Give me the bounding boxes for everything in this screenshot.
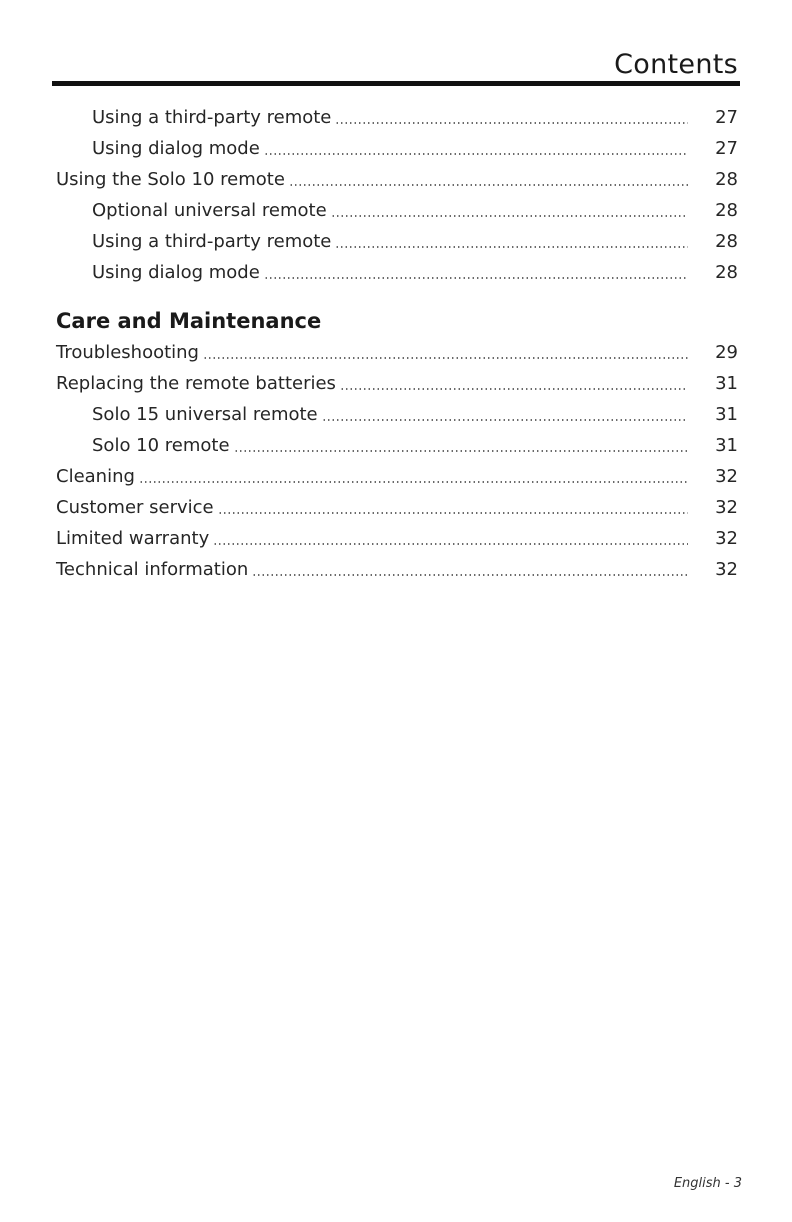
toc-entry-title: Using dialog mode xyxy=(92,138,260,159)
toc-entry-page: 32 xyxy=(715,528,738,549)
dot-leader xyxy=(335,246,688,248)
toc-entry-title: Cleaning xyxy=(56,466,135,487)
toc-entry[interactable] xyxy=(56,102,738,133)
toc-entry[interactable] xyxy=(56,461,738,492)
dot-leader xyxy=(218,512,688,514)
toc-entry-page: 27 xyxy=(715,138,738,159)
toc-entry-title: Using dialog mode xyxy=(92,262,260,283)
toc-entry-title: Customer service xyxy=(56,497,214,518)
dot-leader xyxy=(335,122,688,124)
section-heading-text: Care and Maintenance xyxy=(56,309,322,333)
dot-leader xyxy=(322,419,688,421)
dot-leader xyxy=(234,450,688,452)
toc-entry-title: Limited warranty xyxy=(56,528,210,549)
toc-entry-page: 28 xyxy=(715,169,738,190)
toc-entry-page: 31 xyxy=(715,404,738,425)
page-title: Contents xyxy=(614,49,738,80)
toc-entry-page: 27 xyxy=(715,107,738,128)
section-heading xyxy=(56,288,738,337)
dot-leader xyxy=(264,153,688,155)
toc-entry-page: 28 xyxy=(715,262,738,283)
toc-entry[interactable] xyxy=(56,399,738,430)
toc-entry-title: Using a third-party remote xyxy=(92,231,332,252)
toc-entry-title: Using a third-party remote xyxy=(92,107,332,128)
dot-leader xyxy=(331,215,688,217)
header-rule xyxy=(52,81,740,86)
toc-entry[interactable] xyxy=(56,337,738,368)
dot-leader xyxy=(340,388,688,390)
page-header xyxy=(52,48,740,88)
toc-entry[interactable] xyxy=(56,554,738,585)
toc-entry[interactable] xyxy=(56,226,738,257)
toc-entry[interactable] xyxy=(56,257,738,288)
table-of-contents xyxy=(56,102,738,585)
dot-leader xyxy=(213,543,688,545)
toc-entry-title: Troubleshooting xyxy=(56,342,199,363)
toc-entry[interactable] xyxy=(56,368,738,399)
toc-entry-page: 28 xyxy=(715,231,738,252)
toc-entry-title: Using the Solo 10 remote xyxy=(56,169,285,190)
dot-leader xyxy=(289,184,688,186)
toc-entry-title: Optional universal remote xyxy=(92,200,327,221)
toc-entry[interactable] xyxy=(56,430,738,461)
toc-entry-page: 28 xyxy=(715,200,738,221)
toc-entry-title: Technical information xyxy=(56,559,249,580)
page-footer: English - 3 xyxy=(673,1176,742,1191)
toc-entry-page: 31 xyxy=(715,373,738,394)
dot-leader xyxy=(203,357,688,359)
toc-entry-page: 29 xyxy=(715,342,738,363)
toc-entry-page: 32 xyxy=(715,497,738,518)
toc-entry[interactable] xyxy=(56,164,738,195)
toc-entry-page: 32 xyxy=(715,559,738,580)
toc-entry[interactable] xyxy=(56,195,738,226)
toc-entry-title: Solo 10 remote xyxy=(92,435,230,456)
toc-entry-title: Replacing the remote batteries xyxy=(56,373,336,394)
toc-entry-title: Solo 15 universal remote xyxy=(92,404,318,425)
toc-entry-page: 32 xyxy=(715,466,738,487)
toc-entry-page: 31 xyxy=(715,435,738,456)
dot-leader xyxy=(252,574,688,576)
toc-entry[interactable] xyxy=(56,523,738,554)
toc-entry[interactable] xyxy=(56,492,738,523)
toc-entry[interactable] xyxy=(56,133,738,164)
dot-leader xyxy=(139,481,688,483)
dot-leader xyxy=(264,277,688,279)
